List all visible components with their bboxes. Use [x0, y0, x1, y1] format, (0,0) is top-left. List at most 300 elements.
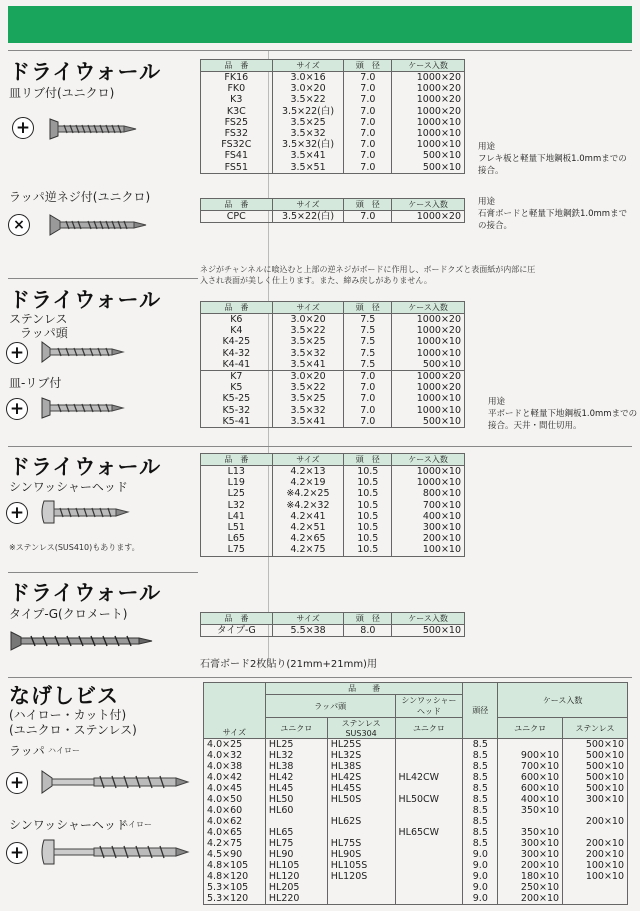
cell-code: K5-32 [201, 405, 273, 416]
cell-size: 3.5×41 [272, 416, 344, 428]
table-row [201, 162, 465, 174]
nageshi-spec-table [203, 682, 628, 905]
table-row [201, 522, 465, 533]
cell-head: 8.5 [463, 827, 498, 838]
reverse-thread-head-icon: × [8, 214, 30, 236]
section-subtitle: ラッパ頭 [20, 326, 68, 340]
table-row [201, 466, 465, 478]
cell-size: ※4.2×32 [272, 500, 344, 511]
table-row [201, 83, 465, 94]
cell-code: FK16 [201, 72, 273, 84]
cell-code: L41 [201, 511, 273, 522]
screw-type-label: シンワッシャーヘッド [9, 818, 128, 832]
type-g-screw-icon [9, 630, 154, 652]
table-row [204, 882, 628, 893]
col-header-case-stainless: ステンレス [563, 718, 628, 739]
section-subtitle-2: ラッパ逆ネジ付(ユニクロ) [9, 190, 151, 204]
section-subtitle: ステンレス [9, 312, 68, 326]
cell-size: 3.5×22(白) [272, 106, 344, 117]
cell-case: 500×10 [392, 150, 465, 161]
cell-case: 1000×20 [392, 72, 465, 84]
cell-trumpet-stainless: HL62S [327, 816, 395, 827]
cell-trumpet-stainless [327, 893, 395, 905]
cell-head: 9.0 [463, 882, 498, 893]
cell-case-unichrome: 200×10 [498, 860, 563, 871]
cell-trumpet-unichrome: HL50 [265, 794, 327, 805]
cell-head: 7.0 [344, 211, 392, 223]
col-header-code: 品 番 [201, 302, 273, 314]
cell-size: 4.8×120 [204, 871, 266, 882]
section-title: ドライウォール [9, 60, 162, 84]
cell-size: 3.5×51 [272, 162, 344, 174]
table-row [204, 838, 628, 849]
cell-head: 8.5 [463, 761, 498, 772]
cell-code: L13 [201, 466, 273, 478]
cell-size: 5.3×120 [204, 893, 266, 905]
cell-size: 4.0×45 [204, 783, 266, 794]
cell-code: L25 [201, 488, 273, 499]
cell-case-unichrome: 400×10 [498, 794, 563, 805]
cell-washer-unichrome [395, 816, 463, 827]
table-row [201, 211, 465, 223]
cell-case: 1000×10 [392, 348, 465, 359]
col-header-code: 品 番 [201, 613, 273, 625]
cell-washer-unichrome [395, 849, 463, 860]
section-title: ドライウォール [9, 581, 162, 605]
cell-size: 3.5×25 [272, 336, 344, 347]
cell-case: 1000×10 [392, 477, 465, 488]
section-title: なげしビス [9, 684, 119, 708]
usage-label: 用途 [478, 197, 496, 207]
cell-trumpet-unichrome: HL25 [265, 739, 327, 751]
col-header-unichrome: ユニクロ [265, 718, 327, 739]
cell-head: 8.5 [463, 805, 498, 816]
cell-code: CPC [201, 211, 273, 223]
col-header-head: 頭 径 [344, 454, 392, 466]
table-row [201, 500, 465, 511]
cell-washer-unichrome: HL65CW [395, 827, 463, 838]
cell-case: 400×10 [392, 511, 465, 522]
col-header-code: 品 番 [201, 199, 273, 211]
table-row [201, 117, 465, 128]
table-row [204, 761, 628, 772]
table-row [201, 314, 465, 326]
cell-trumpet-unichrome: HL32 [265, 750, 327, 761]
table-row [201, 336, 465, 347]
cell-size: 4.2×41 [272, 511, 344, 522]
section-subtitle: 皿リブ付(ユニクロ) [9, 86, 115, 100]
col-header-case: ケース入数 [498, 683, 628, 718]
cell-size: 3.0×20 [272, 370, 344, 382]
usage-line: 平ボードと軽量下地鋼板1.0mmまでの [488, 409, 638, 419]
cell-washer-unichrome [395, 805, 463, 816]
cell-code: K3 [201, 94, 273, 105]
cell-case-unichrome: 900×10 [498, 750, 563, 761]
cell-trumpet-unichrome: HL65 [265, 827, 327, 838]
cell-case-unichrome: 600×10 [498, 783, 563, 794]
cell-size: 4.0×32 [204, 750, 266, 761]
cell-size: 3.5×41 [272, 150, 344, 161]
table-row [204, 794, 628, 805]
cell-head: 7.0 [344, 83, 392, 94]
col-header-case: ケース入数 [392, 613, 465, 625]
usage-note [478, 196, 627, 232]
cell-head: 8.5 [463, 816, 498, 827]
table-row [204, 739, 628, 751]
cell-size: 5.5×38 [272, 625, 344, 637]
table-row [201, 393, 465, 404]
cell-size: 3.5×22(白) [272, 211, 344, 223]
cell-head: 7.0 [344, 72, 392, 84]
cell-case-stainless: 500×10 [563, 783, 628, 794]
screw-type-sublabel: ハイロー [120, 820, 152, 829]
cell-size: 4.0×25 [204, 739, 266, 751]
cell-case: 500×10 [392, 162, 465, 174]
cell-case: 100×10 [392, 544, 465, 556]
table-row [201, 625, 465, 637]
table-row [204, 893, 628, 905]
cell-case: 1000×20 [392, 83, 465, 94]
cell-code: FS25 [201, 117, 273, 128]
usage-label: 用途 [488, 397, 506, 407]
table-row [201, 359, 465, 371]
cell-washer-unichrome [395, 761, 463, 772]
cell-case-stainless: 100×10 [563, 871, 628, 882]
cell-size: 4.2×19 [272, 477, 344, 488]
cell-size: 3.0×16 [272, 72, 344, 84]
cell-size: 4.2×75 [204, 838, 266, 849]
cell-trumpet-unichrome: HL75 [265, 838, 327, 849]
cell-code: L51 [201, 522, 273, 533]
col-header-head: 頭 径 [344, 199, 392, 211]
col-header-size: サイズ [272, 454, 344, 466]
cell-head: 10.5 [344, 544, 392, 556]
cell-head: 7.5 [344, 336, 392, 347]
spec-table-s1 [200, 59, 465, 174]
cell-head: 10.5 [344, 511, 392, 522]
phillips-head-icon: + [6, 772, 28, 794]
cell-head: 9.0 [463, 893, 498, 905]
phillips-head-icon: + [6, 502, 28, 524]
cell-case-unichrome: 250×10 [498, 882, 563, 893]
cell-case: 1000×10 [392, 393, 465, 404]
cell-head: 7.0 [344, 382, 392, 393]
table-row [201, 325, 465, 336]
cell-washer-unichrome [395, 882, 463, 893]
cell-case: 1000×20 [392, 382, 465, 393]
cell-code: タイプ-G [201, 625, 273, 637]
cell-case-unichrome [498, 816, 563, 827]
cell-washer-unichrome: HL42CW [395, 772, 463, 783]
col-header-head: 頭 径 [344, 60, 392, 72]
table-row [204, 783, 628, 794]
cell-head: 10.5 [344, 477, 392, 488]
section-subtitle: (ユニクロ・ステンレス) [9, 723, 137, 737]
cell-washer-unichrome [395, 838, 463, 849]
cell-head: 7.0 [344, 370, 392, 382]
table-row [201, 382, 465, 393]
cell-case-unichrome: 180×10 [498, 871, 563, 882]
table-row [204, 816, 628, 827]
cell-code: K4 [201, 325, 273, 336]
cell-case-stainless: 500×10 [563, 750, 628, 761]
cell-head: 8.5 [463, 783, 498, 794]
flat-head-screw-icon [48, 118, 138, 140]
trumpet-head-screw-icon [48, 214, 148, 236]
reverse-thread-note: ネジがチャンネルに喰込むと上部の逆ネジがボードに作用し、ボードクズと表面紙が内部に圧 [200, 265, 536, 274]
table-row [201, 348, 465, 359]
cell-case-unichrome: 600×10 [498, 772, 563, 783]
cell-head: 7.5 [344, 359, 392, 371]
cell-head: 8.5 [463, 739, 498, 751]
cell-case-unichrome: 350×10 [498, 805, 563, 816]
cell-case-stainless [563, 805, 628, 816]
cell-case-stainless: 200×10 [563, 849, 628, 860]
cell-case: 1000×10 [392, 128, 465, 139]
spec-table-s1b [200, 198, 465, 223]
section-divider [8, 278, 198, 279]
table-row [201, 106, 465, 117]
cell-trumpet-stainless: HL90S [327, 849, 395, 860]
cell-case-stainless: 500×10 [563, 739, 628, 751]
col-header-code: 品 番 [265, 683, 462, 695]
screw-type-label: ラッパ [9, 744, 45, 758]
table-row [201, 488, 465, 499]
table-row [201, 533, 465, 544]
cell-code: K4-41 [201, 359, 273, 371]
cell-trumpet-unichrome: HL42 [265, 772, 327, 783]
cell-size: 4.0×42 [204, 772, 266, 783]
cell-washer-unichrome [395, 739, 463, 751]
cell-case-stainless: 100×10 [563, 860, 628, 871]
reverse-thread-note: 入され表面が美しく仕上ります。また、締み戻しがありません。 [200, 276, 432, 285]
cell-trumpet-stainless [327, 882, 395, 893]
cell-size: 3.5×32 [272, 405, 344, 416]
cell-case-stainless: 500×10 [563, 772, 628, 783]
spec-table-s4 [200, 612, 465, 637]
cell-trumpet-stainless [327, 827, 395, 838]
table-row [201, 405, 465, 416]
section-subtitle: タイプ-G(クロメート) [9, 607, 128, 621]
cell-trumpet-stainless: HL120S [327, 871, 395, 882]
cell-case: 800×10 [392, 488, 465, 499]
cell-code: K5 [201, 382, 273, 393]
cell-code: K3C [201, 106, 273, 117]
cell-trumpet-stainless: HL75S [327, 838, 395, 849]
usage-note [478, 141, 627, 177]
cell-head: 7.0 [344, 416, 392, 428]
phillips-head-icon: + [6, 842, 28, 864]
cell-head: 7.0 [344, 106, 392, 117]
cell-head: 7.5 [344, 348, 392, 359]
cell-head: 9.0 [463, 871, 498, 882]
col-header-case: ケース入数 [392, 60, 465, 72]
cell-head: 7.0 [344, 393, 392, 404]
cell-washer-unichrome [395, 860, 463, 871]
table-row [204, 871, 628, 882]
usage-line: の接合。 [478, 221, 513, 231]
cell-size: 4.2×65 [272, 533, 344, 544]
cell-code: K6 [201, 314, 273, 326]
cell-head: 7.0 [344, 139, 392, 150]
cell-head: 10.5 [344, 500, 392, 511]
cell-head: 7.5 [344, 314, 392, 326]
cell-case: 500×10 [392, 359, 465, 371]
cell-case: 1000×10 [392, 466, 465, 478]
section-subtitle: (ハイロー・カット付) [9, 708, 127, 722]
col-header-head: 頭 径 [344, 613, 392, 625]
section-divider [8, 677, 632, 678]
cell-trumpet-unichrome: HL120 [265, 871, 327, 882]
col-header-stainless: ステンレスSUS304 [327, 718, 395, 739]
cell-trumpet-stainless: HL42S [327, 772, 395, 783]
col-header-size: サイズ [272, 60, 344, 72]
cell-washer-unichrome [395, 893, 463, 905]
section-title: ドライウォール [9, 455, 162, 479]
cell-washer-unichrome [395, 750, 463, 761]
flat-head-screw-icon [40, 397, 125, 419]
cell-head: 7.0 [344, 128, 392, 139]
cell-case-unichrome: 300×10 [498, 838, 563, 849]
col-header-code: 品 番 [201, 60, 273, 72]
col-header-case: ケース入数 [392, 302, 465, 314]
col-header-case-unichrome: ユニクロ [498, 718, 563, 739]
section-divider [8, 572, 198, 573]
cell-washer-unichrome: HL50CW [395, 794, 463, 805]
table-row [201, 544, 465, 556]
cell-size: 3.5×41 [272, 359, 344, 371]
cell-trumpet-unichrome: HL60 [265, 805, 327, 816]
cell-code: FK0 [201, 83, 273, 94]
cell-case-unichrome: 200×10 [498, 893, 563, 905]
cell-head: 9.0 [463, 860, 498, 871]
cell-case: 200×10 [392, 533, 465, 544]
cell-case: 500×10 [392, 625, 465, 637]
trumpet-head-hilo-screw-icon [40, 770, 190, 794]
table-row [201, 139, 465, 150]
cell-head: 7.0 [344, 94, 392, 105]
usage-label: 用途 [478, 142, 496, 152]
table-row [201, 72, 465, 84]
cell-code: L19 [201, 477, 273, 488]
col-header-unichrome-2: ユニクロ [395, 718, 463, 739]
section-title: ドライウォール [9, 288, 162, 312]
col-header-head: 頭径 [463, 683, 498, 739]
usage-line: 石膏ボードと軽量下地鋼鉄1.0mmまで [478, 209, 628, 219]
table-row [204, 849, 628, 860]
cell-head: 7.0 [344, 405, 392, 416]
cell-head: 8.5 [463, 794, 498, 805]
cell-code: FS32 [201, 128, 273, 139]
phillips-head-icon: + [6, 398, 28, 420]
cell-trumpet-unichrome: HL220 [265, 893, 327, 905]
brand-header-bar [8, 6, 632, 43]
cell-code: FS32C [201, 139, 273, 150]
cell-trumpet-stainless: HL105S [327, 860, 395, 871]
cell-case: 1000×20 [392, 314, 465, 326]
section-divider [8, 50, 632, 51]
table-row [201, 150, 465, 161]
table-row [204, 805, 628, 816]
cell-case-unichrome: 350×10 [498, 827, 563, 838]
cell-size: 3.5×32(白) [272, 139, 344, 150]
cell-size: 3.0×20 [272, 314, 344, 326]
cell-head: 10.5 [344, 533, 392, 544]
trumpet-head-screw-icon [40, 341, 125, 363]
col-header-size: サイズ [272, 302, 344, 314]
cell-code: L75 [201, 544, 273, 556]
cell-size: 3.0×20 [272, 83, 344, 94]
cell-washer-unichrome [395, 871, 463, 882]
cell-case-unichrome [498, 739, 563, 751]
cell-size: 3.5×22 [272, 94, 344, 105]
cell-head: 10.5 [344, 466, 392, 478]
phillips-head-icon: + [6, 342, 28, 364]
usage-note [488, 396, 637, 432]
section-subtitle: シンワッシャーヘッド [9, 480, 128, 494]
cell-head: 10.5 [344, 522, 392, 533]
cell-case: 300×10 [392, 522, 465, 533]
cell-case-stainless [563, 882, 628, 893]
cell-trumpet-unichrome: HL38 [265, 761, 327, 772]
cell-size: 4.0×38 [204, 761, 266, 772]
col-header-size: サイズ [272, 199, 344, 211]
section-divider [8, 446, 632, 447]
cell-size: 3.5×22 [272, 325, 344, 336]
cell-head: 9.0 [463, 849, 498, 860]
cell-head: 7.5 [344, 325, 392, 336]
cell-size: 4.2×51 [272, 522, 344, 533]
cell-size: 4.2×13 [272, 466, 344, 478]
cell-trumpet-unichrome: HL105 [265, 860, 327, 871]
type-g-usage-note: 石膏ボード2枚貼り(21mm+21mm)用 [200, 659, 377, 670]
col-header-size: サイズ [272, 613, 344, 625]
usage-line: 接合。 [478, 166, 504, 176]
stainless-note: ※ステンレス(SUS410)もあります。 [9, 543, 140, 552]
cell-size: ※4.2×25 [272, 488, 344, 499]
cell-trumpet-unichrome: HL45 [265, 783, 327, 794]
cell-code: K4-25 [201, 336, 273, 347]
cell-case: 1000×20 [392, 370, 465, 382]
screw-type-sublabel: ハイロー [48, 746, 80, 755]
cell-head: 10.5 [344, 488, 392, 499]
cell-washer-unichrome [395, 783, 463, 794]
cell-code: K5-41 [201, 416, 273, 428]
cell-size: 3.5×32 [272, 128, 344, 139]
cell-size: 5.3×105 [204, 882, 266, 893]
table-row [204, 860, 628, 871]
cell-head: 7.0 [344, 162, 392, 174]
cell-case-stainless: 200×10 [563, 816, 628, 827]
cell-trumpet-stainless: HL50S [327, 794, 395, 805]
cell-size: 4.0×50 [204, 794, 266, 805]
col-header-code: 品 番 [201, 454, 273, 466]
spec-table-s3 [200, 453, 465, 557]
col-header-case: ケース入数 [392, 199, 465, 211]
cell-case-unichrome: 300×10 [498, 849, 563, 860]
cell-head: 8.5 [463, 772, 498, 783]
cell-trumpet-stainless: HL32S [327, 750, 395, 761]
cell-code: FS51 [201, 162, 273, 174]
usage-line: 接合。天井・間仕切用。 [488, 421, 582, 431]
cell-case: 1000×10 [392, 405, 465, 416]
washer-head-screw-icon [40, 499, 130, 525]
col-header-head: 頭 径 [344, 302, 392, 314]
cell-size: 3.5×25 [272, 393, 344, 404]
cell-head: 8.5 [463, 838, 498, 849]
cell-size: 3.5×25 [272, 117, 344, 128]
table-row [201, 370, 465, 382]
